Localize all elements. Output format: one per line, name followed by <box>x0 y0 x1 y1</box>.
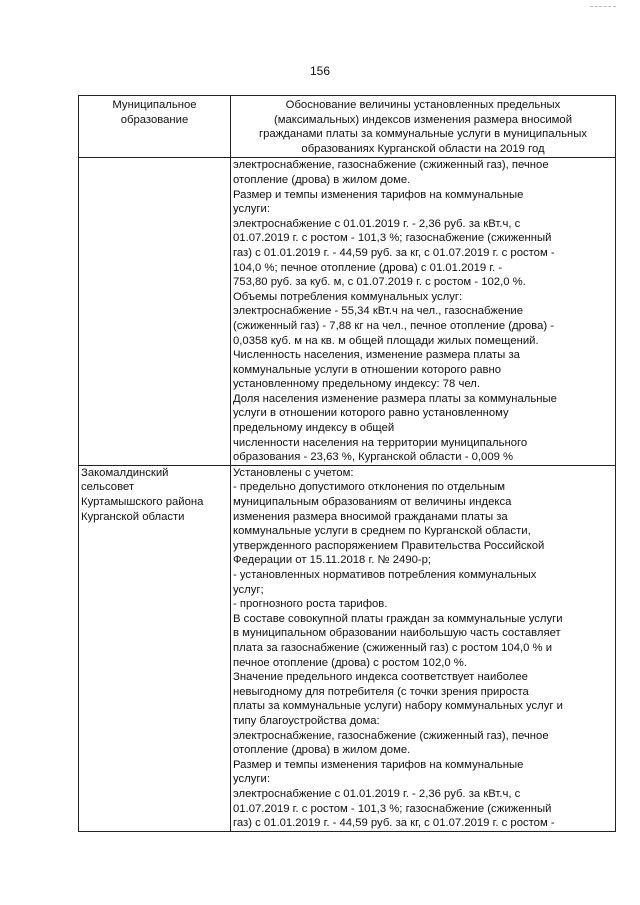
text-line: Значение предельного индекса соответствует наиболее <box>233 671 528 684</box>
text-line: численности населения на территории муниципального <box>233 436 528 449</box>
header-justification <box>231 96 616 158</box>
header-line: образование <box>120 113 189 126</box>
text-line: услуги в отношении которого равно установленному <box>233 407 509 420</box>
justification-cell <box>231 465 616 831</box>
text-line: Объемы потребления коммунальных услуг: <box>233 290 463 303</box>
text-line: установленному предельному индексу: 78 чел. <box>233 378 480 391</box>
text-line: Закомалдинский <box>81 466 169 479</box>
text-line: Куртамышского района <box>81 496 204 509</box>
header-municipality <box>79 96 231 158</box>
text-line: электроснабжение, газоснабжение (сжиженный газ), печное <box>233 159 549 172</box>
header-line: образованиях Курганской области на 2019 год <box>301 142 545 155</box>
text-line: 01.07.2019 г. с ростом - 101,3 %; газоснабжение (сжиженный <box>233 232 552 245</box>
header-line: Обоснование величины установленных предельных <box>285 99 561 111</box>
municipality-cell <box>79 158 231 465</box>
table-row <box>79 465 616 831</box>
text-line: образования - 23,63 %, Курганской области - 0,009 % <box>233 451 514 464</box>
text-line: электроснабжение с 01.01.2019 г. - 2,36 руб. за кВт.ч, с <box>233 787 521 800</box>
text-line: платы за коммунальные услуги) набору коммунальных услуг и <box>233 700 563 713</box>
text-line: - прогнозного роста тарифов. <box>233 598 388 611</box>
text-line: электроснабжение с 01.01.2019 г. - 2,36 руб. за кВт.ч, с <box>233 217 521 230</box>
text-line: сельсовет <box>81 481 135 494</box>
text-line: изменения размера вносимой гражданами платы за <box>233 510 508 523</box>
text-line: услуг; <box>233 583 264 596</box>
text-line: коммунальные услуги в отношении которого равно <box>233 363 502 376</box>
header-line: гражданами платы за коммунальные услуги в муниципальных <box>259 128 587 141</box>
text-line: коммунальные услуги в среднем по Курганской области, <box>233 525 531 538</box>
header-line: Муниципальное <box>112 99 197 111</box>
scan-mark <box>590 6 616 8</box>
text-line: газ) с 01.01.2019 г. - 44,59 руб. за кг, с 01.07.2019 г. с ростом - <box>233 246 555 259</box>
tariff-justification-table <box>78 95 616 832</box>
municipality-cell <box>79 465 231 831</box>
text-line: услуги: <box>233 203 270 216</box>
text-line: печное отопление (дрова) с ростом 102,0 %. <box>233 656 467 669</box>
text-line: Размер и темпы изменения тарифов на коммунальные <box>233 188 524 201</box>
text-line: 01.07.2019 г. с ростом - 101,3 %; газоснабжение (сжиженный <box>233 802 552 815</box>
text-line: электроснабжение - 55,34 кВт.ч на чел., газоснабжение <box>233 305 524 318</box>
page-number: 156 <box>309 64 331 78</box>
text-line: В составе совокупной платы граждан за коммунальные услуги <box>233 612 563 625</box>
text-line: отопление (дрова) в жилом доме. <box>233 744 411 757</box>
text-line: 0,0358 куб. м на кв. м общей площади жилых помещений. <box>233 334 539 347</box>
text-line: плата за газоснабжение (сжиженный газ) с ростом 104,0 % и <box>233 641 553 654</box>
text-line: предельному индексу в общей <box>233 422 395 435</box>
text-line: утвержденного распоряжением Правительства Российской <box>233 539 545 552</box>
table-row <box>79 158 616 465</box>
text-line: (сжиженный газ) - 7,88 кг на чел., печное отопление (дрова) - <box>233 319 555 332</box>
table-header-row <box>79 96 616 158</box>
text-line: Размер и темпы изменения тарифов на коммунальные <box>233 758 524 771</box>
text-line: газ) с 01.01.2019 г. - 44,59 руб. за кг, с 01.07.2019 г. с ростом - <box>233 817 555 830</box>
text-line: типу благоустройства дома: <box>233 714 380 727</box>
text-line: - предельно допустимого отклонения по отдельным <box>233 481 506 494</box>
text-line: Установлены с учетом: <box>233 466 354 479</box>
text-line: электроснабжение, газоснабжение (сжиженный газ), печное <box>233 729 549 742</box>
text-line: Численность населения, изменение размера платы за <box>233 349 520 362</box>
text-line: - установленных нормативов потребления коммунальных <box>233 569 537 581</box>
text-line: 104,0 %; печное отопление (дрова) с 01.01.2019 г. - <box>233 261 503 274</box>
text-line: 753,80 руб. за куб. м, с 01.07.2019 г. с ростом - 102,0 %. <box>233 276 526 289</box>
text-line: Доля населения изменение размера платы за коммунальные <box>233 392 557 405</box>
text-line: невыгодному для потребителя (с точки зрения прироста <box>233 685 529 698</box>
table-body <box>79 158 616 831</box>
text-line: услуги: <box>233 773 270 786</box>
header-line: (максимальных) индексов изменения размера вносимой <box>273 113 573 126</box>
text-line: Курганской области <box>81 510 185 523</box>
text-line: в муниципальном образовании наибольшую часть составляет <box>233 627 561 640</box>
justification-cell <box>231 158 616 465</box>
text-line: отопление (дрова) в жилом доме. <box>233 173 411 186</box>
text-line: Федерации от 15.11.2018 г. № 2490-р; <box>233 554 432 567</box>
text-line: муниципальным образованиям от величины индекса <box>233 496 512 509</box>
